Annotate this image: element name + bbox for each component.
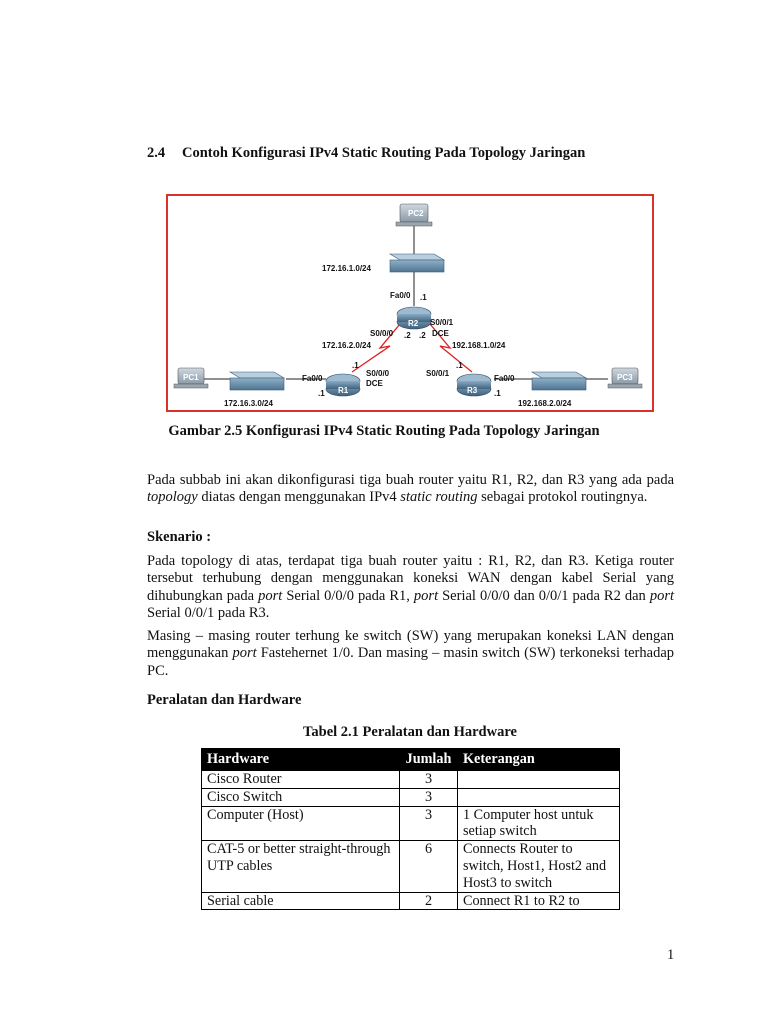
table-row <box>202 806 620 841</box>
cell-hardware: Cisco Router <box>202 771 400 789</box>
r3-s-ip: .1 <box>456 361 463 370</box>
cell-jumlah: 3 <box>400 771 458 789</box>
r1-s-ip: .1 <box>352 361 359 370</box>
cell-jumlah: 3 <box>400 806 458 841</box>
net-right-label: 192.168.1.0/24 <box>452 341 506 350</box>
r1-s000-label: S0/0/0 <box>366 369 390 378</box>
intro-paragraph: Pada subbab ini akan dikonfigurasi tiga buah router yaitu R1, R2, dan R3 yang ada pada topology diatas dengan menggunakan IPv4 static routing sebagai protokol routingnya. <box>147 472 674 506</box>
r3-icon <box>457 374 491 396</box>
net-bottom-left-label: 172.16.3.0/24 <box>224 399 273 408</box>
cell-keterangan <box>458 771 620 789</box>
hardware-heading: Peralatan dan Hardware <box>147 692 302 708</box>
pc1-label: PC1 <box>183 373 199 382</box>
cell-hardware: Cisco Switch <box>202 788 400 806</box>
cell-hardware: Serial cable <box>202 892 400 910</box>
r3-label: R3 <box>467 386 478 395</box>
r3-fa-ip: .1 <box>494 389 501 398</box>
col-jumlah: Jumlah <box>400 749 458 771</box>
pc1-icon <box>174 368 208 388</box>
pc2-icon <box>396 204 432 226</box>
cell-keterangan: 1 Computer host untuk setiap switch <box>458 806 620 841</box>
r2-right-ip: .2 <box>419 331 426 340</box>
r3-fa-label: Fa0/0 <box>494 374 515 383</box>
table-row <box>202 771 620 789</box>
cell-keterangan <box>458 788 620 806</box>
pc3-label: PC3 <box>617 373 633 382</box>
cell-jumlah: 3 <box>400 788 458 806</box>
skenario-paragraph: Pada topology di atas, terdapat tiga buah router yaitu : R1, R2, dan R3. Ketiga router tersebut terhubung dengan menggunakan koneksi WAN dengan kabel Serial yang dihubungkan pada port Serial 0/0/0 pada R1, port Serial 0/0/0 dan 0/0/1 pada R2 dan port Serial 0/0/1 pada R3. <box>147 553 674 621</box>
hardware-table <box>201 748 620 910</box>
ethernet-links <box>198 226 608 379</box>
r3-s001-label: S0/0/1 <box>426 369 450 378</box>
net-bottom-right-label: 192.168.2.0/24 <box>518 399 572 408</box>
section-title: Contoh Konfigurasi IPv4 Static Routing Pada Topology Jaringan <box>182 145 586 161</box>
r2-s000-label: S0/0/0 <box>370 329 394 338</box>
cell-jumlah: 6 <box>400 841 458 892</box>
cell-jumlah: 2 <box>400 892 458 910</box>
r2-dce-label: DCE <box>432 329 449 338</box>
pc3-icon <box>608 368 642 388</box>
pc2-label: PC2 <box>408 209 424 218</box>
cell-hardware: Computer (Host) <box>202 806 400 841</box>
net-left-label: 172.16.2.0/24 <box>322 341 371 350</box>
cell-hardware: CAT-5 or better straight-through UTP cables <box>202 841 400 892</box>
figure-caption: Gambar 2.5 Konfigurasi IPv4 Static Routing Pada Topology Jaringan <box>168 423 600 439</box>
r1-dce-label: DCE <box>366 379 383 388</box>
switch-right-icon <box>532 372 586 390</box>
r2-icon <box>397 307 431 329</box>
col-hardware: Hardware <box>202 749 400 771</box>
r1-fa-label: Fa0/0 <box>302 374 323 383</box>
section-number: 2.4 <box>147 145 166 161</box>
net-top-label: 172.16.1.0/24 <box>322 264 371 273</box>
table-row <box>202 892 620 910</box>
topology-figure <box>166 194 654 412</box>
r1-fa-ip: .1 <box>318 389 325 398</box>
r1-icon <box>326 374 360 396</box>
table-row <box>202 841 620 892</box>
table-header-row <box>202 749 620 771</box>
r2-s001-label: S0/0/1 <box>430 318 454 327</box>
r2-fa-label: Fa0/0 <box>390 291 411 300</box>
cell-keterangan: Connects Router to switch, Host1, Host2 and Host3 to switch <box>458 841 620 892</box>
topology-diagram <box>168 196 652 410</box>
r2-left-ip: .2 <box>404 331 411 340</box>
r2-label: R2 <box>408 319 419 328</box>
page-number: 1 <box>667 947 675 963</box>
r2-fa-ip: .1 <box>420 293 427 302</box>
table-row <box>202 788 620 806</box>
switch-top-icon <box>390 254 444 272</box>
section-heading <box>147 145 585 162</box>
table-caption: Tabel 2.1 Peralatan dan Hardware <box>303 724 517 740</box>
cell-keterangan: Connect R1 to R2 to <box>458 892 620 910</box>
skenario-heading: Skenario : <box>147 529 212 545</box>
r1-label: R1 <box>338 386 349 395</box>
switch-left-icon <box>230 372 284 390</box>
col-keterangan: Keterangan <box>458 749 620 771</box>
masing-paragraph: Masing – masing router terhung ke switch (SW) yang merupakan koneksi LAN dengan menggunakan port Fastehernet 1/0. Dan masing – masin switch (SW) terkoneksi terhadap PC. <box>147 628 675 679</box>
